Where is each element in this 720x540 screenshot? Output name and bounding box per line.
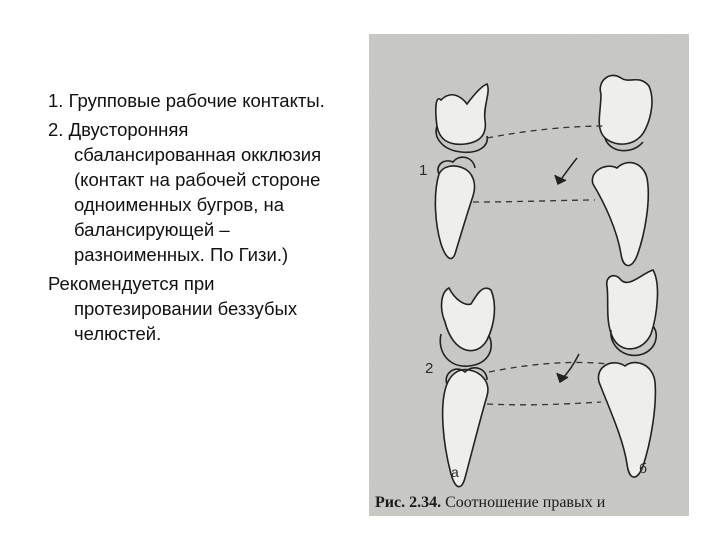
row2-label: 2 [425,360,434,377]
caption-label: Рис. 2.34. [375,494,442,511]
label-a: а [451,464,459,480]
recommendation-text: Рекомендуется при протезировании беззубых челюстей. [48,273,298,344]
teeth-illustration [369,34,689,516]
list-item-2: 2. Двусторонняя сбалансированная окклюзия (контакт на рабочей стороне одноименных бугров, на балансирующей – разноименных. По Гизи.) [48,119,322,265]
row1-label: 1 [419,162,428,179]
caption-text: Соотношение правых и [445,494,606,511]
slide-text [48,88,348,350]
figure-caption [375,494,687,516]
list-item-1: 1. Групповые рабочие контакты. [48,90,325,111]
label-b: б [639,460,648,476]
dental-occlusion-figure [369,34,689,516]
